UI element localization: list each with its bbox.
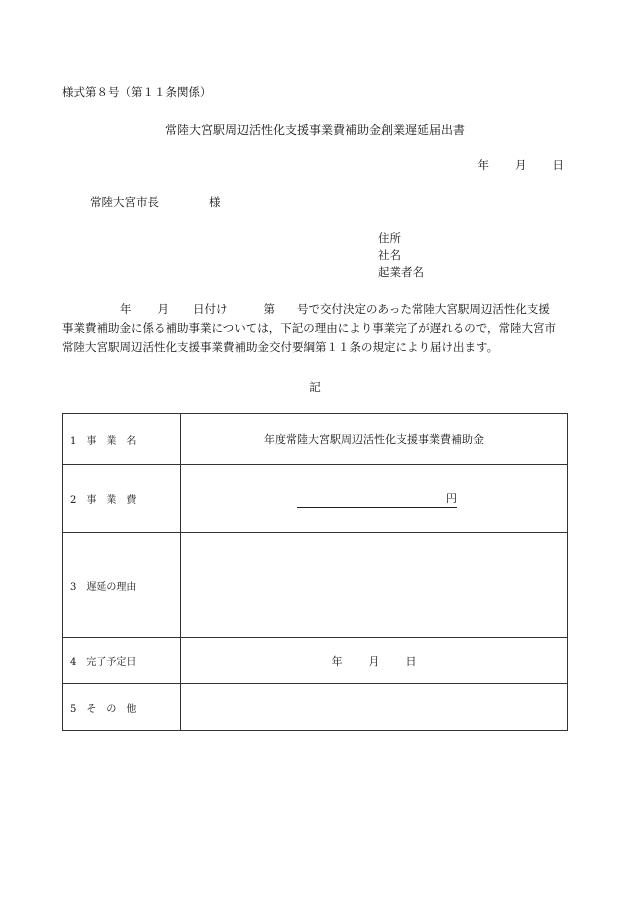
submission-date xyxy=(478,157,565,173)
date-year-label: 年 xyxy=(477,158,489,172)
project-name-value: 年度常陸大宮駅周辺活性化支援事業費補助金 xyxy=(181,414,568,465)
table-row xyxy=(63,684,568,731)
completion-year: 年 xyxy=(331,654,343,668)
project-cost-cell xyxy=(181,465,568,533)
row-label: 3 遅延の理由 xyxy=(63,533,181,638)
completion-day: 日 xyxy=(405,654,417,668)
row-label: 1 事 業 名 xyxy=(63,414,181,465)
completion-month: 月 xyxy=(368,654,380,668)
row-label: 4 完了予定日 xyxy=(63,638,181,684)
addressee-honorific: 様 xyxy=(209,195,221,209)
table-row xyxy=(63,465,568,533)
applicant-block xyxy=(378,230,424,281)
date-day-label: 日 xyxy=(552,158,564,172)
table-row xyxy=(63,414,568,465)
details-table xyxy=(62,413,568,731)
body-month: 月 xyxy=(157,302,169,316)
row-label: 5 そ の 他 xyxy=(63,684,181,731)
document-title: 常陸大宮駅周辺活性化支援事業費補助金創業遅延届出書 xyxy=(164,123,465,137)
table-row xyxy=(63,533,568,638)
body-line-1 xyxy=(62,300,568,319)
body-year: 年 xyxy=(120,302,132,316)
body-line-2: 事業費補助金に係る補助事業については，下記の理由により事業完了が遅れるので，常陸大宮市 xyxy=(62,321,557,335)
founder-label: 起業者名 xyxy=(378,265,424,279)
company-label: 社名 xyxy=(378,248,401,262)
completion-date-field[interactable] xyxy=(181,638,568,684)
body-number-prefix: 第 xyxy=(263,302,275,316)
yen-unit: 円 xyxy=(446,491,457,505)
body-paragraph xyxy=(62,300,568,357)
addressee-name: 常陸大宮市長 xyxy=(90,195,159,209)
body-line1-rest: 号で交付決定のあった常陸大宮駅周辺活性化支援 xyxy=(297,302,550,316)
form-number: 様式第８号（第１１条関係） xyxy=(62,85,212,99)
table-row xyxy=(63,638,568,684)
project-cost-field[interactable] xyxy=(297,490,457,508)
other-field[interactable] xyxy=(181,684,568,731)
body-line-3: 常陸大宮駅周辺活性化支援事業費補助金交付要綱第１１条の規定により届け出ます。 xyxy=(62,340,499,354)
date-month-label: 月 xyxy=(515,158,527,172)
ki-heading: 記 xyxy=(309,380,321,394)
body-dated: 日付け xyxy=(193,302,228,316)
address-label: 住所 xyxy=(378,231,401,245)
delay-reason-field[interactable] xyxy=(181,533,568,638)
row-label: 2 事 業 費 xyxy=(63,465,181,533)
addressee xyxy=(90,194,221,210)
